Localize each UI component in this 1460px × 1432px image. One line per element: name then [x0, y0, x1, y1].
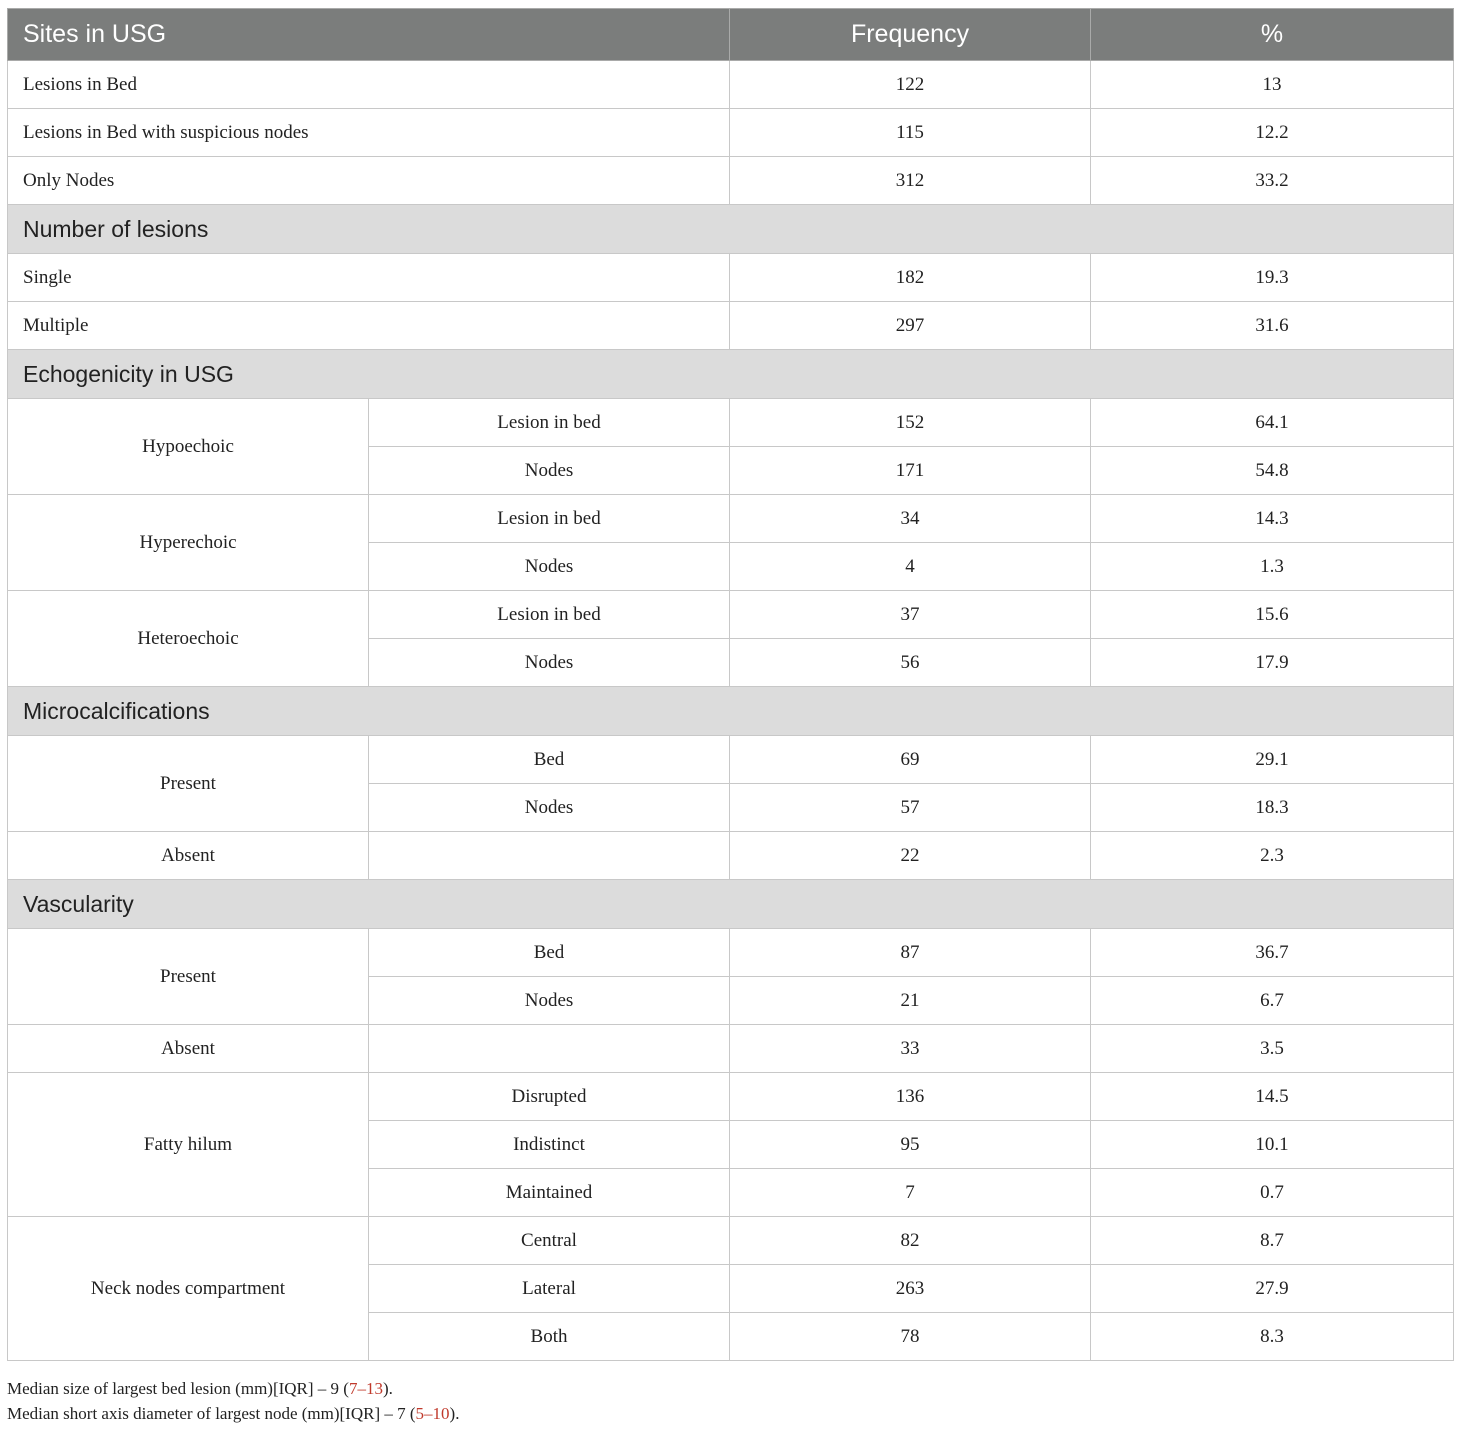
row-label: Lesions in Bed with suspicious nodes — [8, 109, 730, 157]
footnote-text: ). — [449, 1404, 460, 1423]
percent-cell: 17.9 — [1091, 639, 1454, 687]
frequency-cell: 122 — [730, 61, 1091, 109]
percent-cell: 18.3 — [1091, 784, 1454, 832]
section-row — [8, 350, 1454, 399]
header-sites: Sites in USG — [8, 9, 730, 61]
frequency-cell: 152 — [730, 399, 1091, 447]
percent-cell: 8.7 — [1091, 1217, 1454, 1265]
frequency-cell: 7 — [730, 1169, 1091, 1217]
sub-label: Maintained — [369, 1169, 730, 1217]
table-row — [8, 736, 1454, 784]
group-label: Hyperechoic — [8, 495, 369, 591]
frequency-cell: 57 — [730, 784, 1091, 832]
section-heading-vascularity: Vascularity — [8, 880, 1454, 929]
frequency-cell: 182 — [730, 254, 1091, 302]
percent-cell: 3.5 — [1091, 1025, 1454, 1073]
sub-label: Both — [369, 1313, 730, 1361]
group-label: Hypoechoic — [8, 399, 369, 495]
frequency-cell: 4 — [730, 543, 1091, 591]
group-label: Neck nodes compartment — [8, 1217, 369, 1361]
percent-cell: 12.2 — [1091, 109, 1454, 157]
percent-cell: 31.6 — [1091, 302, 1454, 350]
section-row — [8, 687, 1454, 736]
sub-label: Lesion in bed — [369, 399, 730, 447]
frequency-cell: 263 — [730, 1265, 1091, 1313]
frequency-cell: 21 — [730, 977, 1091, 1025]
sub-label: Nodes — [369, 784, 730, 832]
sub-label: Lateral — [369, 1265, 730, 1313]
section-heading-number-of-lesions: Number of lesions — [8, 205, 1454, 254]
percent-cell: 2.3 — [1091, 832, 1454, 880]
frequency-cell: 312 — [730, 157, 1091, 205]
percent-cell: 54.8 — [1091, 447, 1454, 495]
percent-cell: 19.3 — [1091, 254, 1454, 302]
section-row — [8, 205, 1454, 254]
reference-link[interactable]: 5–10 — [415, 1404, 450, 1423]
percent-cell: 10.1 — [1091, 1121, 1454, 1169]
table-row — [8, 157, 1454, 205]
sub-label-empty — [369, 832, 730, 880]
percent-cell: 14.3 — [1091, 495, 1454, 543]
percent-cell: 0.7 — [1091, 1169, 1454, 1217]
sub-label: Bed — [369, 736, 730, 784]
frequency-cell: 33 — [730, 1025, 1091, 1073]
frequency-cell: 34 — [730, 495, 1091, 543]
header-frequency: Frequency — [730, 9, 1091, 61]
sub-label: Indistinct — [369, 1121, 730, 1169]
row-label: Only Nodes — [8, 157, 730, 205]
table-row — [8, 399, 1454, 447]
table-row — [8, 109, 1454, 157]
percent-cell: 64.1 — [1091, 399, 1454, 447]
group-label: Present — [8, 736, 369, 832]
header-percent: % — [1091, 9, 1454, 61]
frequency-cell: 87 — [730, 929, 1091, 977]
table-row — [8, 929, 1454, 977]
frequency-cell: 56 — [730, 639, 1091, 687]
table-row — [8, 1025, 1454, 1073]
section-heading-echogenicity: Echogenicity in USG — [8, 350, 1454, 399]
footnote-text: ). — [382, 1379, 393, 1398]
footnote-text: Median size of largest bed lesion (mm)[IQR] – 9 ( — [7, 1379, 349, 1398]
frequency-cell: 171 — [730, 447, 1091, 495]
percent-cell: 14.5 — [1091, 1073, 1454, 1121]
percent-cell: 15.6 — [1091, 591, 1454, 639]
table-row — [8, 61, 1454, 109]
table-row — [8, 591, 1454, 639]
sub-label: Disrupted — [369, 1073, 730, 1121]
percent-cell: 33.2 — [1091, 157, 1454, 205]
group-label: Heteroechoic — [8, 591, 369, 687]
row-label: Single — [8, 254, 730, 302]
table-row — [8, 832, 1454, 880]
frequency-cell: 136 — [730, 1073, 1091, 1121]
row-label: Lesions in Bed — [8, 61, 730, 109]
sub-label: Nodes — [369, 977, 730, 1025]
group-label: Absent — [8, 832, 369, 880]
frequency-cell: 22 — [730, 832, 1091, 880]
percent-cell: 36.7 — [1091, 929, 1454, 977]
group-label: Present — [8, 929, 369, 1025]
sub-label: Central — [369, 1217, 730, 1265]
percent-cell: 6.7 — [1091, 977, 1454, 1025]
frequency-cell: 95 — [730, 1121, 1091, 1169]
footnote-bed-lesion-size — [7, 1379, 393, 1399]
footnote-node-diameter — [7, 1404, 459, 1424]
table-row — [8, 254, 1454, 302]
frequency-cell: 69 — [730, 736, 1091, 784]
frequency-cell: 78 — [730, 1313, 1091, 1361]
section-heading-microcalcifications: Microcalcifications — [8, 687, 1454, 736]
percent-cell: 27.9 — [1091, 1265, 1454, 1313]
percent-cell: 13 — [1091, 61, 1454, 109]
frequency-cell: 82 — [730, 1217, 1091, 1265]
footnote-text: Median short axis diameter of largest node (mm)[IQR] – 7 ( — [7, 1404, 416, 1423]
sub-label: Nodes — [369, 543, 730, 591]
table-row — [8, 1073, 1454, 1121]
table-row — [8, 495, 1454, 543]
table-row — [8, 1217, 1454, 1265]
sub-label: Lesion in bed — [369, 495, 730, 543]
table-row — [8, 302, 1454, 350]
group-label: Absent — [8, 1025, 369, 1073]
frequency-cell: 115 — [730, 109, 1091, 157]
usg-findings-table — [7, 8, 1454, 1361]
sub-label: Bed — [369, 929, 730, 977]
sub-label-empty — [369, 1025, 730, 1073]
reference-link[interactable]: 7–13 — [348, 1379, 383, 1398]
sub-label: Lesion in bed — [369, 591, 730, 639]
sub-label: Nodes — [369, 447, 730, 495]
row-label: Multiple — [8, 302, 730, 350]
section-row — [8, 880, 1454, 929]
table-header-row — [8, 9, 1454, 61]
frequency-cell: 297 — [730, 302, 1091, 350]
sub-label: Nodes — [369, 639, 730, 687]
percent-cell: 8.3 — [1091, 1313, 1454, 1361]
group-label: Fatty hilum — [8, 1073, 369, 1217]
percent-cell: 29.1 — [1091, 736, 1454, 784]
frequency-cell: 37 — [730, 591, 1091, 639]
percent-cell: 1.3 — [1091, 543, 1454, 591]
